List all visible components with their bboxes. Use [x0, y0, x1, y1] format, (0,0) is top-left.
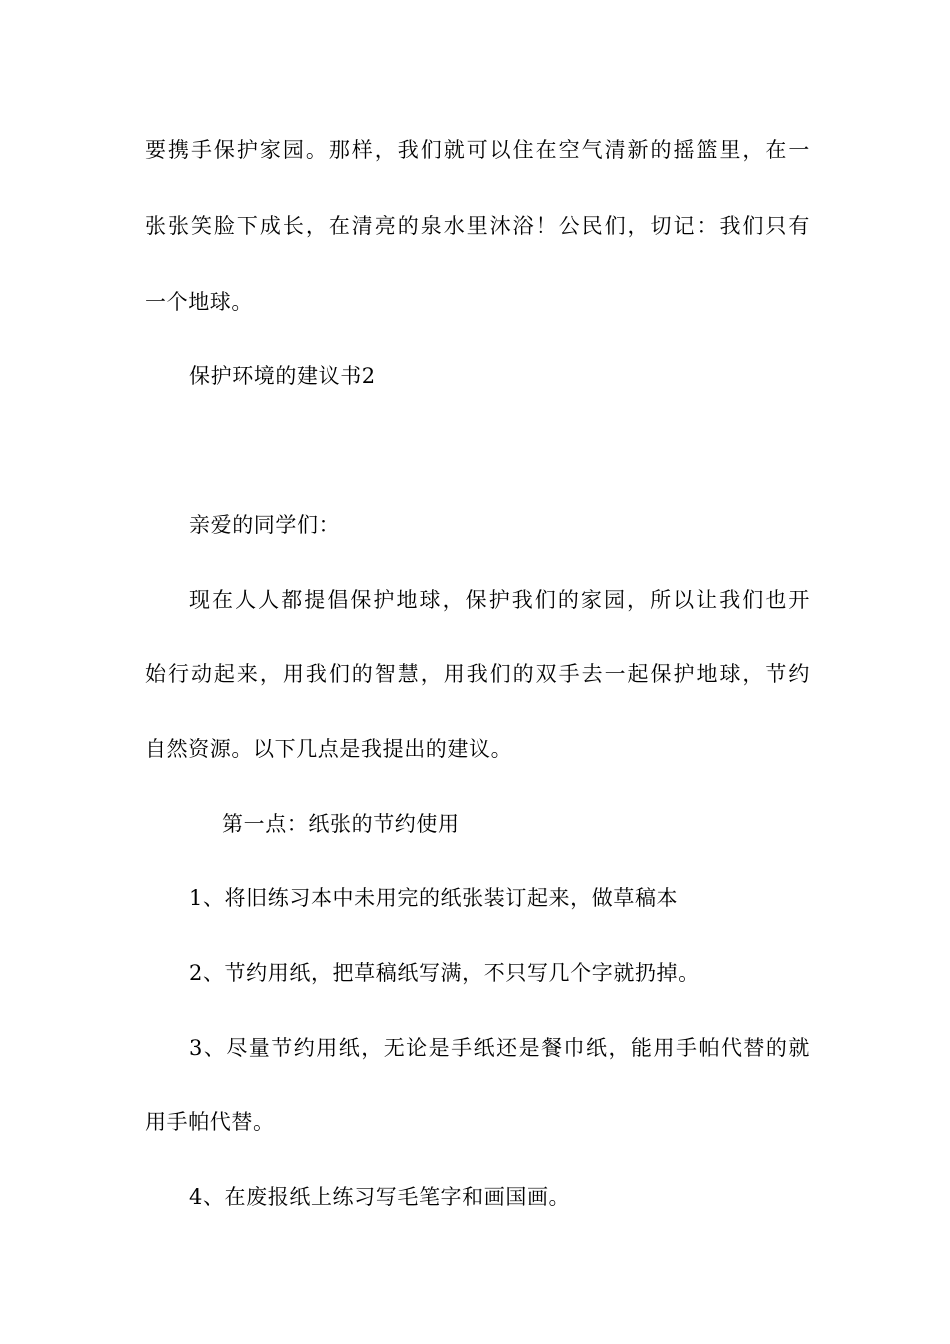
paragraph-line: 要携手保护家园。那样，我们就可以住在空气清新的摇篮里，在一 — [145, 138, 810, 162]
list-item: 3、尽量节约用纸，无论是手纸还是餐巾纸，能用手帕代替的就 — [189, 1036, 810, 1060]
list-item-continuation: 用手帕代替。 — [145, 1110, 275, 1134]
salutation: 亲爱的同学们： — [189, 513, 341, 537]
list-item: 1、将旧练习本中未用完的纸张装订起来，做草稿本 — [189, 886, 679, 910]
paragraph-line: 张张笑脸下成长，在清亮的泉水里沐浴！公民们，切记：我们只有 — [145, 214, 810, 238]
list-item: 4、在废报纸上练习写毛笔字和画国画。 — [189, 1185, 571, 1209]
paragraph-line: 始行动起来，用我们的智慧，用我们的双手去一起保护地球，节约 — [145, 662, 810, 686]
paragraph-line: 现在人人都提倡保护地球，保护我们的家园，所以让我们也开 — [189, 588, 810, 612]
subheading: 第一点：纸张的节约使用 — [222, 812, 460, 836]
list-item: 2、节约用纸，把草稿纸写满，不只写几个字就扔掉。 — [189, 961, 700, 985]
section-title: 保护环境的建议书2 — [189, 364, 376, 388]
paragraph-line: 一个地球。 — [145, 290, 253, 314]
paragraph-line: 自然资源。以下几点是我提出的建议。 — [145, 737, 513, 761]
